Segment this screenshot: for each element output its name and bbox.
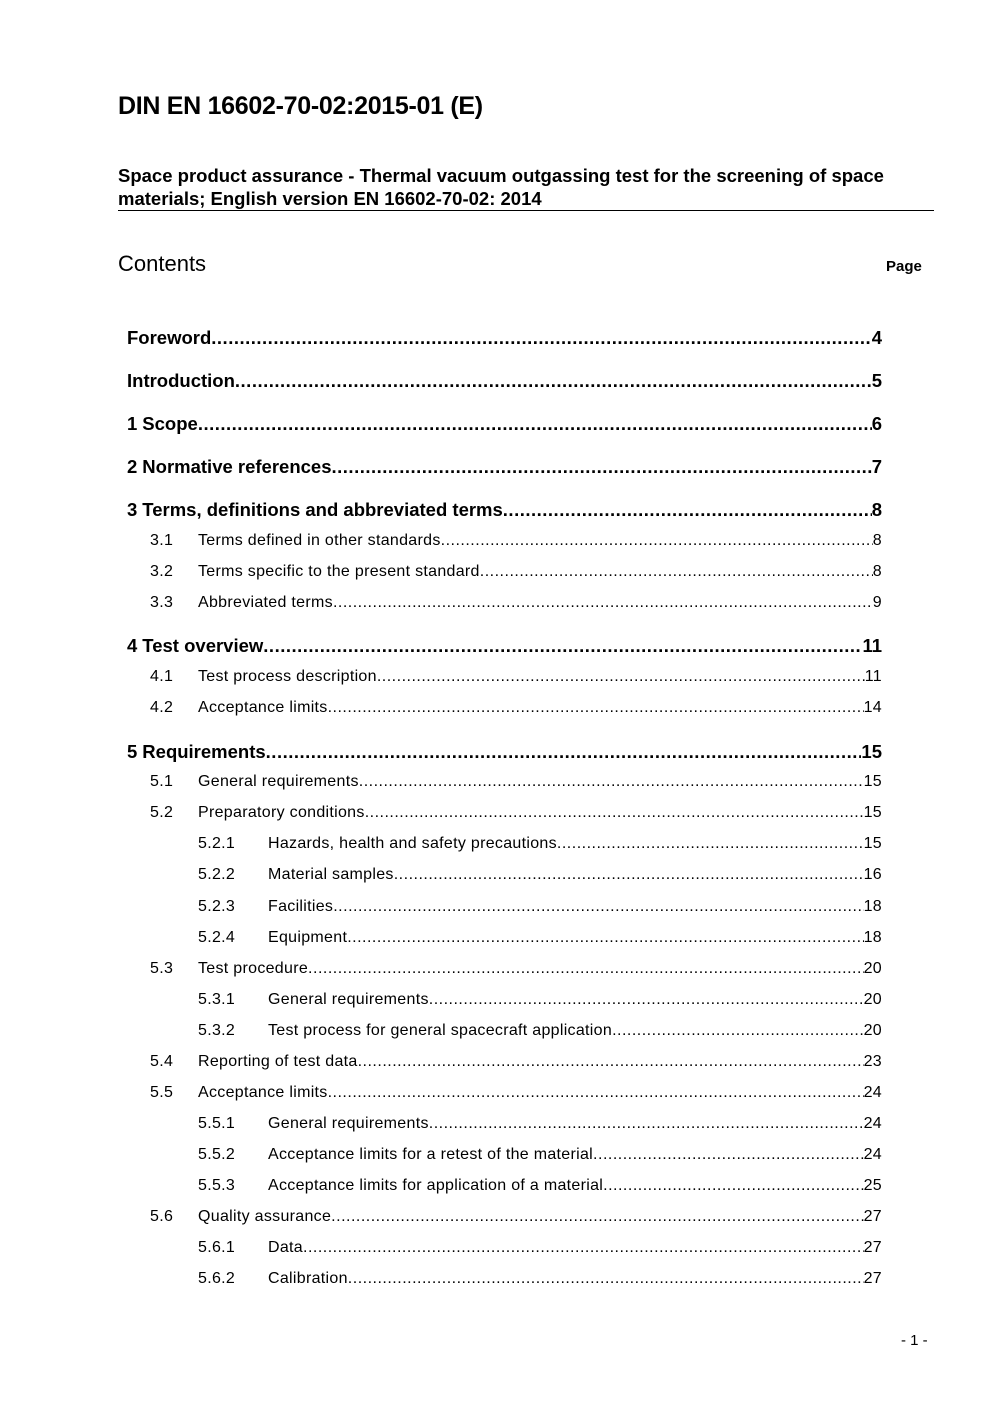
toc-entry-page: 8: [871, 499, 882, 520]
toc-entry[interactable]: [127, 635, 882, 657]
toc-entry-title: Hazards, health and safety precautions: [268, 835, 557, 852]
toc-entry-page: 20: [863, 1022, 882, 1039]
toc-entry-page: 27: [863, 1208, 882, 1225]
toc-dot-leader: [303, 1239, 864, 1257]
toc-entry-title: Acceptance limits: [198, 1084, 328, 1101]
toc-dot-leader: [332, 456, 872, 478]
toc-entry-page: 8: [872, 532, 882, 549]
toc-entry-title: Material samples: [268, 866, 394, 883]
toc-dot-leader: [359, 773, 864, 791]
toc-dot-leader: [593, 1146, 864, 1164]
toc-entry[interactable]: [150, 594, 882, 616]
toc-entry-number: 5.6: [150, 1208, 174, 1225]
toc-entry-page: 18: [863, 898, 882, 915]
toc-entry-page: 24: [863, 1115, 882, 1132]
contents-heading: Contents: [118, 251, 207, 276]
toc-entry-title: Reporting of test data: [198, 1053, 358, 1070]
toc-dot-leader: [328, 699, 864, 717]
toc-entry-number: 5.6.2: [198, 1270, 236, 1287]
toc-dot-leader: [211, 327, 871, 349]
toc-entry[interactable]: [127, 327, 882, 349]
toc-entry-number: 1: [127, 413, 138, 434]
toc-entry[interactable]: [198, 898, 882, 920]
toc-entry-number: 4.2: [150, 699, 174, 716]
toc-entry-number: 3.3: [150, 594, 174, 611]
toc-entry[interactable]: [127, 499, 882, 521]
toc-entry-page: 15: [861, 741, 882, 762]
toc-entry-title: Terms defined in other standards: [198, 532, 441, 549]
toc-dot-leader: [347, 929, 863, 947]
toc-entry-page: 16: [863, 866, 882, 883]
toc-dot-leader: [377, 668, 865, 686]
toc-entry-page: 11: [862, 635, 882, 656]
toc-entry-title: Foreword: [127, 327, 212, 348]
toc-entry-title: Test procedure: [198, 960, 309, 977]
toc-entry-page: 27: [863, 1270, 882, 1287]
toc-entry-page: 14: [863, 699, 882, 716]
toc-entry-page: 24: [863, 1146, 882, 1163]
toc-entry-title: Acceptance limits for application of a material: [268, 1177, 604, 1194]
toc-entry-number: 5.2.1: [198, 835, 236, 852]
toc-entry-title: Facilities: [268, 898, 334, 915]
toc-entry[interactable]: [198, 1022, 882, 1044]
toc-dot-leader: [503, 499, 872, 521]
toc-entry-title: General requirements: [198, 773, 359, 790]
toc-entry-page: 4: [871, 327, 882, 348]
toc-entry-number: 5.1: [150, 773, 174, 790]
toc-entry[interactable]: [150, 773, 882, 795]
toc-entry-number: 5.5: [150, 1084, 174, 1101]
toc-entry-page: 27: [863, 1239, 882, 1256]
toc-entry-number: 5.3.2: [198, 1022, 236, 1039]
toc-entry[interactable]: [198, 1115, 882, 1137]
toc-entry-title: Preparatory conditions: [198, 804, 365, 821]
toc-entry-number: 5.2.2: [198, 866, 236, 883]
toc-dot-leader: [263, 635, 862, 657]
toc-entry[interactable]: [198, 1270, 882, 1292]
toc-dot-leader: [394, 866, 864, 884]
toc-dot-leader: [429, 1115, 864, 1133]
toc-entry-title: General requirements: [268, 1115, 429, 1132]
toc-entry[interactable]: [150, 532, 882, 554]
toc-entry-page: 20: [863, 960, 882, 977]
toc-entry-page: 11: [864, 668, 882, 685]
toc-entry-page: 15: [863, 804, 882, 821]
toc-entry[interactable]: [198, 1177, 882, 1199]
toc-entry[interactable]: [198, 991, 882, 1013]
toc-entry[interactable]: [150, 960, 882, 982]
toc-entry[interactable]: [198, 929, 882, 951]
toc-dot-leader: [557, 835, 864, 853]
toc-entry[interactable]: [150, 668, 882, 690]
toc-entry-page: 20: [863, 991, 882, 1008]
toc-entry-number: 5.5.2: [198, 1146, 236, 1163]
toc-entry-title: Acceptance limits for a retest of the material: [268, 1146, 594, 1163]
toc-entry-title: Test overview: [142, 635, 264, 656]
toc-entry-title: Acceptance limits: [198, 699, 328, 716]
toc-dot-leader: [603, 1177, 863, 1195]
toc-entry[interactable]: [198, 1146, 882, 1168]
toc-entry-title: Test process description: [198, 668, 377, 685]
toc-entry-number: 4: [127, 635, 138, 656]
toc-entry-number: 3.2: [150, 563, 174, 580]
toc-entry-number: 3.1: [150, 532, 174, 549]
toc-entry-number: 5.2.3: [198, 898, 236, 915]
toc-dot-leader: [331, 1208, 863, 1226]
toc-entry[interactable]: [150, 804, 882, 826]
toc-dot-leader: [429, 991, 864, 1009]
toc-dot-leader: [612, 1022, 864, 1040]
toc-entry-title: General requirements: [268, 991, 429, 1008]
toc-entry-title: Equipment: [268, 929, 348, 946]
toc-entry-number: 5: [127, 741, 138, 762]
toc-entry-number: 4.1: [150, 668, 174, 685]
toc-entry-page: 8: [872, 563, 882, 580]
toc-entry-title: Terms specific to the present standard: [198, 563, 480, 580]
toc-entry-title: Abbreviated terms: [198, 594, 333, 611]
toc-entry-page: 6: [871, 413, 882, 434]
toc-dot-leader: [333, 898, 863, 916]
toc-entry-title: Test process for general spacecraft application: [268, 1022, 613, 1039]
toc-entry[interactable]: [127, 456, 882, 478]
toc-dot-leader: [266, 741, 862, 763]
toc-entry-title: Terms, definitions and abbreviated terms: [142, 499, 503, 520]
toc-dot-leader: [358, 1053, 864, 1071]
toc-entry-title: Calibration: [268, 1270, 348, 1287]
document-subtitle: Space product assurance - Thermal vacuum outgassing test for the screening of space materials; English version EN 16602-70-02: 2014: [118, 165, 884, 209]
document-title: DIN EN 16602-70-02:2015-01 (E): [118, 92, 483, 120]
toc-entry-page: 5: [871, 370, 882, 391]
toc-dot-leader: [348, 1270, 864, 1288]
toc-entry-title: Data: [268, 1239, 303, 1256]
page-number: - 1 -: [901, 1332, 928, 1349]
toc-entry-title: Scope: [142, 413, 198, 434]
page-column-label: Page: [886, 258, 922, 275]
toc-dot-leader: [333, 594, 873, 612]
toc-entry-number: 5.5.3: [198, 1177, 236, 1194]
toc-dot-leader: [198, 413, 872, 435]
toc-entry-page: 23: [863, 1053, 882, 1070]
toc-entry-page: 9: [872, 594, 882, 611]
toc-entry[interactable]: [127, 413, 882, 435]
toc-entry-page: 24: [863, 1084, 882, 1101]
toc-dot-leader: [235, 370, 872, 392]
toc-entry[interactable]: [150, 1084, 882, 1106]
toc-entry[interactable]: [198, 866, 882, 888]
toc-entry[interactable]: [150, 563, 882, 585]
toc-entry[interactable]: [150, 699, 882, 721]
toc-entry-number: 5.2: [150, 804, 174, 821]
toc-entry-number: 5.6.1: [198, 1239, 236, 1256]
toc-dot-leader: [441, 532, 873, 550]
toc-entry[interactable]: [150, 1053, 882, 1075]
toc-entry-title: Requirements: [142, 741, 266, 762]
toc-dot-leader: [365, 804, 864, 822]
toc-entry-title: Quality assurance: [198, 1208, 332, 1225]
toc-entry-number: 5.5.1: [198, 1115, 236, 1132]
toc-entry-page: 25: [863, 1177, 882, 1194]
toc-entry-number: 3: [127, 499, 138, 520]
toc-entry-page: 18: [863, 929, 882, 946]
toc-entry-page: 7: [871, 456, 882, 477]
toc-entry-number: 5.4: [150, 1053, 174, 1070]
toc-entry-title: Introduction: [127, 370, 235, 391]
toc-entry[interactable]: [127, 741, 882, 763]
toc-entry-number: 5.3: [150, 960, 174, 977]
toc-dot-leader: [308, 960, 864, 978]
toc-dot-leader: [480, 563, 873, 581]
toc-entry-number: 5.3.1: [198, 991, 236, 1008]
toc-entry[interactable]: [127, 370, 882, 392]
toc-entry-title: Normative references: [142, 456, 332, 477]
toc-entry[interactable]: [150, 1208, 882, 1230]
toc-entry[interactable]: [198, 1239, 882, 1261]
toc-entry-number: 2: [127, 456, 138, 477]
toc-entry[interactable]: [198, 835, 882, 857]
toc-dot-leader: [328, 1084, 864, 1102]
toc-entry-page: 15: [863, 773, 882, 790]
toc-entry-number: 5.2.4: [198, 929, 236, 946]
toc-entry-page: 15: [863, 835, 882, 852]
